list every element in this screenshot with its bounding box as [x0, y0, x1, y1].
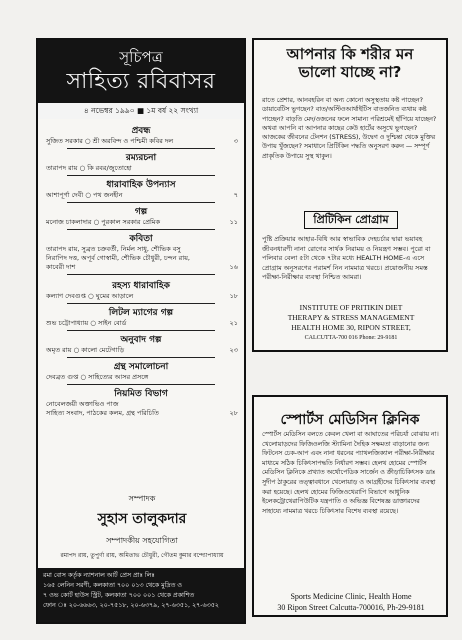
section-heading: রম্যরচনা [125, 153, 157, 163]
entry-text: অমৃত রায় ○ কালো মেটেগাড়ি [46, 346, 125, 354]
toc-entry[interactable] [46, 137, 238, 146]
imprint-line: রমা বোস কর্তৃক ন্যাশনাল আর্ট প্রেস প্রাঃ লিঃ [43, 572, 155, 579]
address-line: CALCUTTA-700 016 Phone: 29-9181 [304, 335, 398, 341]
toc-entry[interactable] [46, 254, 226, 263]
toc-entry[interactable] [46, 400, 226, 409]
page-number: ১৮ [229, 292, 238, 300]
address-line: Sports Medicine Clinic, Health Home [290, 592, 412, 601]
section-heading: রহস্য ধারাবাহিক [112, 281, 170, 291]
divider [67, 229, 215, 230]
magazine-title: সাহিত্য রবিবাসর [66, 69, 216, 94]
entry-text: তারাপদ রায়, সুব্রত চক্রবর্তী, নির্মল সাধু, শৌভিক বসু [46, 245, 181, 253]
entry-text: আশাপূর্ণা দেবী ○ পথ জনহীন [46, 191, 123, 199]
toc-section [38, 180, 244, 203]
headline-line: আপনার কি শরীর মন [286, 45, 414, 63]
divider [67, 175, 215, 176]
section-heading: অনুবাদ গল্প [120, 335, 162, 345]
issue-dateline: ৪ নভেম্বর ১৯৯০ ■ ১ম বর্ষ ২২ সংখ্যা [38, 103, 244, 119]
entry-text: নোবেলজয়ী অক্তাভিও পাজ [46, 400, 119, 408]
page-number: ৭ [233, 191, 238, 199]
toc-entry[interactable] [46, 218, 238, 227]
toc-entry[interactable] [46, 263, 238, 272]
toc-section [38, 281, 244, 304]
entry-text: কল্যাণ দেবগুপ্ত ○ ঘুমের আড়ালে [46, 292, 134, 300]
toc-section [38, 153, 244, 176]
entry-text: নিরাপিদ দত্ত, অপূর্ব গোস্বামী, শৌভিক চৌধুরী, চন্দন রায়, [46, 254, 190, 262]
headline-line: ভালো যাচ্ছে না? [298, 63, 402, 81]
divider [67, 384, 215, 385]
toc-entry[interactable] [46, 164, 226, 173]
toc-section [38, 207, 244, 230]
divider [67, 274, 215, 275]
ad-headline [254, 45, 446, 81]
section-heading: গ্রন্থ সমালোচনা [113, 362, 169, 372]
assistant-names: রমাপদ রায়, তুপুর্ণা রায়, অমিতাভ চৌধুরী, গৌতম কুমার বন্দ্যোপাধ্যায় [60, 552, 224, 559]
editor-name: সুহাস তালুকদার [97, 511, 187, 527]
page-number: ৩ [233, 137, 238, 145]
section-heading: প্রবন্ধ [131, 126, 151, 136]
contents-panel [36, 38, 246, 624]
section-heading: লিটল ম্যাগের গল্প [108, 308, 174, 318]
entry-text: তারাপদ রায় ○ কি রবর/জুতোহো [46, 164, 132, 172]
assistant-label: সম্পাদকীয় সহযোগিতা [106, 536, 178, 545]
ad-headline: স্পোর্টস মেডিসিন ক্লিনিক [280, 412, 420, 428]
imprint-line: ৭ ওভ কোর্ট হাউস স্ট্রিট, কলকাতা ৭০০ ০০১ থেকে প্রকাশিত [43, 592, 195, 599]
ad-address [260, 591, 442, 613]
pritikin-ad [252, 38, 448, 352]
masthead [38, 40, 244, 119]
toc-entry[interactable] [46, 409, 238, 418]
imprint-line: ১৬৫ লেনিন সরণী, কলকাতা ৭০০ ০১৩ থেকে মুদ্রিত ও [43, 582, 182, 589]
ad-body: স্পোর্টস মেডিসিন বলতে কেবল খেলা বা আঘাতের পরিচর্যা বোঝায় না। খেলোয়াড়দের ফিজিওলজি স্ট্যামিনা দৈহিক সক্ষমতা বাড়ানোর জন্য ফিটনেস চেক-আপ এবং নানা ধরনের প্যাথলজিক্যাল পরীক্ষা-নিরীক্ষার মাধ্যমে সঠিক চিকিৎসাপদ্ধতি নির্ধারণ সম্ভব। হেলথ হোমের স্পোর্টস মেডিসিন ক্লিনিকে প্রখ্যাত অর্থোপেডিক সার্জেন ও ক্রীড়াচিকিৎসক ডাঃ সুদীপ ঠাকুরের তত্ত্বাবধানে খেলোয়াড় ও আগ্রহীদের চিকিৎসার ব্যবস্থা করা হয়েছে। হেলথ হোমের ফিজিওথেরাপি বিভাগে আধুনিক ইলেকট্রোথেরাপিউটিক যন্ত্রপাতি ও অভিজ্ঞ বিশেষজ্ঞ ডাক্তারদের সাহায্যে নামমাত্র খরচে চিকিৎসার বিশেষ ব্যবস্থা রয়েছে। [262, 431, 439, 515]
address-line: THERAPY & STRESS MANAGEMENT [287, 313, 415, 322]
editor-label: সম্পাদক [128, 494, 156, 503]
toc-entry[interactable] [46, 373, 226, 382]
ad-body-2: পুষ্টি প্রক্রিয়ার আহার-বিধি আর স্বাভাবিক দেহচর্চার দ্বারা ভয়াবহ জীবনধারণী নানা রোগের সার্থক নিরাময় ও নিয়ন্ত্রণ সম্ভব। পুরো বা পলিবার বেলা ৫টা থেকে ৭টার মধ্যে HEALTH HOME-এ এসে প্রোগ্রাম অনুসরণের পরামর্শ নিন নামমাত্র খরচে। প্রয়োজনীয় সমস্ত পরীক্ষা-নিরীক্ষার ব্যবস্থা নিশ্চিত আমরা। [262, 235, 431, 281]
toc-section [38, 389, 244, 418]
entry-text: কাবেরী দাশ [46, 263, 76, 271]
imprint-footer [38, 568, 244, 622]
toc-entry[interactable] [46, 319, 238, 328]
editor-block [44, 493, 240, 561]
section-heading: নিয়মিত বিভাগ [114, 389, 168, 399]
section-heading: গল্প [134, 207, 148, 217]
program-title-box: প্রিটিকিন প্রোগ্রাম [304, 211, 398, 229]
divider [67, 303, 215, 304]
entry-text: দেবব্রত গুপ্ত ○ সাহিত্যের আসর প্রসঙ্গে [46, 373, 149, 381]
toc-section [38, 308, 244, 331]
toc-entry[interactable] [46, 191, 238, 200]
address-line: HEALTH HOME 30, RIPON STREET, [291, 323, 411, 332]
ad-address [262, 303, 440, 343]
page-number: ২৮ [229, 409, 238, 417]
divider [67, 330, 215, 331]
contents-label: সূচিপত্র [119, 48, 163, 66]
address-line: INSTITUTE OF PRITIKIN DIET [299, 303, 403, 312]
divider [67, 148, 215, 149]
ad-body: রাতে প্রেশার, আনবহরিন বা অন্য কোনো অসুস্থতায় কষ্ট পাচ্ছেন? ডায়াবেটিস ভুগছেন? বাত/অস্টিওআর্থাইটিস বাতজনিত ব্যথায় কষ্ট পাচ্ছেন? বাড়তি মেদ/ওজনের ফলে সামান্য পরিশ্রমেই হাঁপিয়ে যাচ্ছেন? অথবা আপনি বা আপনার কাছের কেউ হার্টের অসুখে ভুগছেন? আজকের জীবনের টেনশন (STRESS), উদ্বেগ ও দুশ্চিন্তা থেকে মুক্তির উপায় খুঁজছেন? সমাধানে প্রিটিকিন পদ্ধতি অনুসরণ করুন — সম্পূর্ণ প্রাকৃতিক উপায়ে সুস্থ থাকুন। [262, 97, 437, 160]
divider [67, 357, 215, 358]
imprint-line: ফোন ঃ ২০-৬৬৬৩, ২০-৭৫১৮, ২০-৬৩৭৯, ২৭-৬৩৫১, ২৭-৬৩৫২ [43, 602, 219, 609]
sports-medicine-ad [252, 395, 448, 617]
page-number: ২৩ [229, 346, 238, 354]
toc-entry[interactable] [46, 292, 238, 301]
page-number: ১৬ [229, 263, 238, 271]
entry-text: সুজিত সরকার ○ শ্রী অরবিন্দ ও পশ্চিমী কবির দল [46, 137, 174, 145]
toc-section [38, 126, 244, 149]
toc-section [38, 362, 244, 385]
toc-section [38, 234, 244, 275]
section-heading: কবিতা [129, 234, 153, 244]
entry-text: সাহিত্য সংবাদ, পাঠকের কলম, গ্রন্থ পরিচিতি [46, 409, 159, 417]
address-line: 30 Ripon Street Calcutta-700016, Ph-29-9181 [277, 603, 425, 612]
page-number: ২১ [229, 319, 238, 327]
page-number: ১১ [229, 218, 238, 226]
section-heading: ধারাবাহিক উপন্যাস [106, 180, 176, 190]
toc-entry[interactable] [46, 245, 226, 254]
toc-entry[interactable] [46, 346, 238, 355]
toc-section [38, 335, 244, 358]
entry-text: মনোজ চাকলাদার ○ পুরকাল সরকার প্রেমিক [46, 218, 160, 226]
entry-text: শুভ চট্টোপাধ্যায় ○ সাইন বোর্ড [46, 319, 127, 327]
divider [67, 202, 215, 203]
